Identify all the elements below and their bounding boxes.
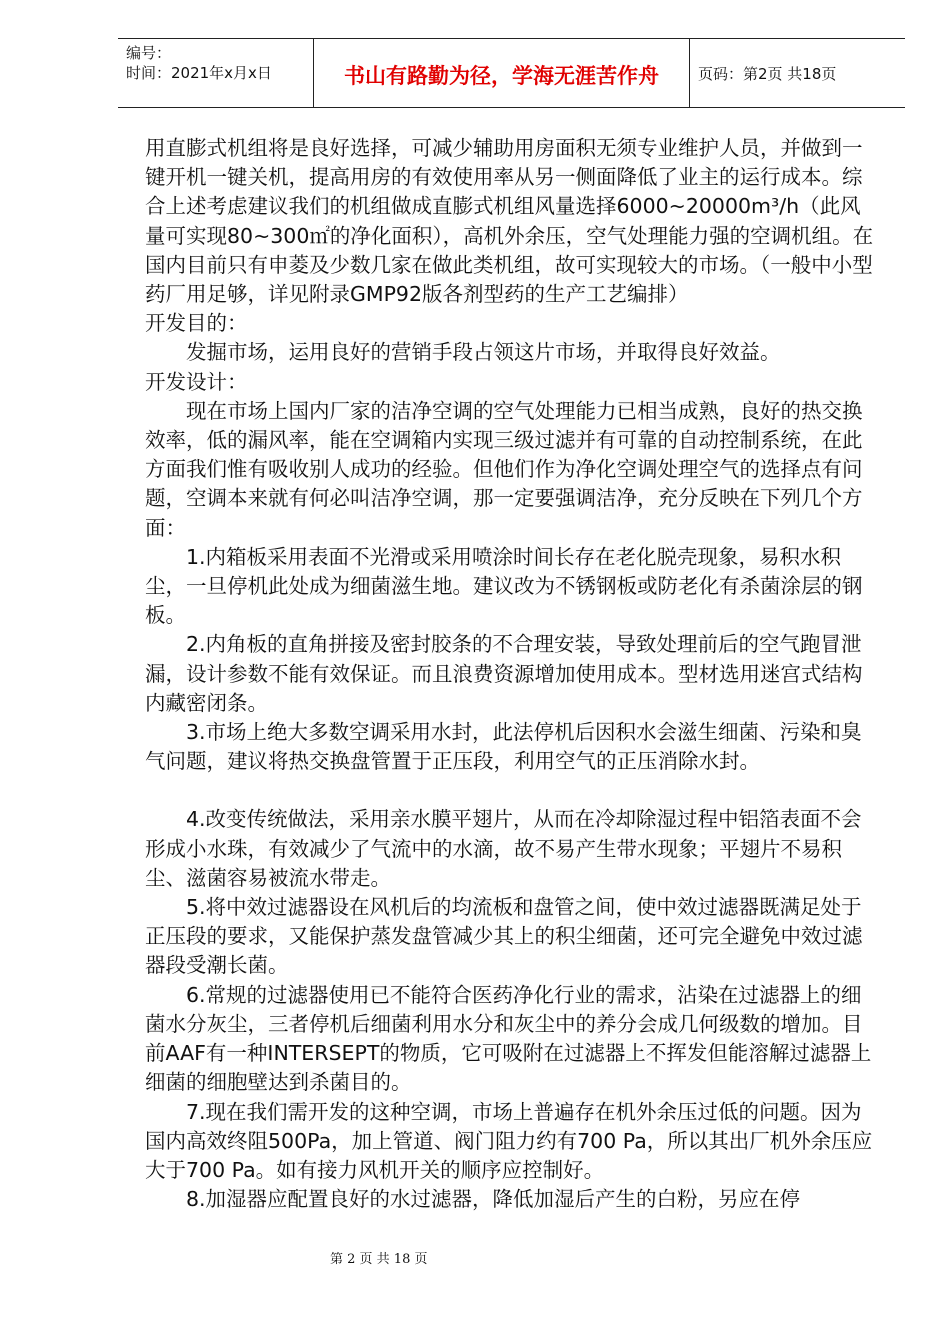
header-meta bbox=[118, 39, 314, 107]
list-item-5: 5.将中效过滤器设在风机后的均流板和盘管之间，使中效过滤器既满足处于正压段的要求，又能保护蒸发盘管减少其上的积尘细菌，还可完全避免中效过滤器段受潮长菌。 bbox=[145, 895, 863, 978]
page-footer: 第 2 页 共 18 页 bbox=[330, 1252, 428, 1267]
list-item-2: 2.内角板的直角拼接及密封胶条的不合理安装，导致处理前后的空气跑冒泄漏，设计参数不能有效保证。而且浪费资源增加使用成本。型材选用迷宫式结构内藏密闭条。 bbox=[145, 632, 863, 715]
heading-design: 开发设计： bbox=[145, 369, 248, 394]
document-body bbox=[145, 134, 880, 1214]
header-motto: 书山有路勤为径，学海无涯苦作舟 bbox=[314, 39, 690, 107]
list-item-1: 1.内箱板采用表面不光滑或采用喷涂时间长存在老化脱壳现象，易积水积尘，一旦停机此处成为细菌滋生地。建议改为不锈钢板或防老化有杀菌涂层的钢板。 bbox=[145, 544, 863, 628]
document-number-label: 编号： bbox=[126, 44, 172, 62]
list-item-6: 6.常规的过滤器使用已不能符合医药净化行业的需求，沾染在过滤器上的细菌水分灰尘，三者停机后细菌利用水分和灰尘中的养分会成几何级数的增加。目前AAF有一种INTERSEPT的物质，它可吸附在过滤器上不挥发但能溶解过滤器上细菌的细胞壁达到杀菌目的。 bbox=[145, 982, 872, 1095]
document-time-label: 时间：2021年x月x日 bbox=[126, 64, 272, 82]
blank-line bbox=[145, 776, 880, 805]
list-item-7: 7.现在我们需开发的这种空调，市场上普遍存在机外余压过低的问题。因为国内高效终阻500Pa，加上管道、阀门阻力约有700 Pa，所以其出厂机外余压应大于700 Pa。如有接力风机开关的顺序应控制好。 bbox=[145, 1099, 873, 1182]
list-item-8: 8.加湿器应配置良好的水过滤器，降低加湿后产生的白粉，另应在停 bbox=[186, 1187, 801, 1212]
list-item-3: 3.市场上绝大多数空调采用水封，此法停机后因积水会滋生细菌、污染和臭气问题，建议将热交换盘管置于正压段，利用空气的正压消除水封。 bbox=[145, 720, 862, 774]
header-page-label: 页码：第2页 共18页 bbox=[698, 64, 837, 83]
heading-purpose: 开发目的： bbox=[145, 311, 248, 336]
paragraph-design: 现在市场上国内厂家的洁净空调的空气处理能力已相当成熟，良好的热交换效率，低的漏风率，能在空调箱内实现三级过滤并有可靠的自动控制系统，在此方面我们惟有吸收别人成功的经验。但他们作为净化空调处理空气的选择点有问题，空调本来就有何必叫洁净空调，那一定要强调洁净，充分反映在下列几个方面： bbox=[145, 398, 863, 540]
paragraph-purpose: 发掘市场，运用良好的营销手段占领这片市场，并取得良好效益。 bbox=[186, 340, 781, 365]
list-item-4: 4.改变传统做法，采用亲水膜平翅片，从而在冷却除湿过程中铝箔表面不会形成小水珠，有效减少了气流中的水滴，故不易产生带水现象；平翅片不易积尘、滋菌容易被流水带走。 bbox=[145, 807, 862, 890]
paragraph-intro: 用直膨式机组将是良好选择，可减少辅助用房面积无须专业维护人员，并做到一键开机一键关机，提高用房的有效使用率从另一侧面降低了业主的运行成本。综合上述考虑建议我们的机组做成直膨式机组风量选择6000~20000m³/h（此风量可实现80~300㎡的净化面积），高机外余压，空气处理能力强的空调机组。在国内目前只有申菱及少数几家在做此类机组，故可实现较大的市场。（一般中小型药厂用足够，详见附录GMP92版各剂型药的生产工艺编排） bbox=[145, 136, 874, 307]
page-header bbox=[118, 38, 905, 108]
